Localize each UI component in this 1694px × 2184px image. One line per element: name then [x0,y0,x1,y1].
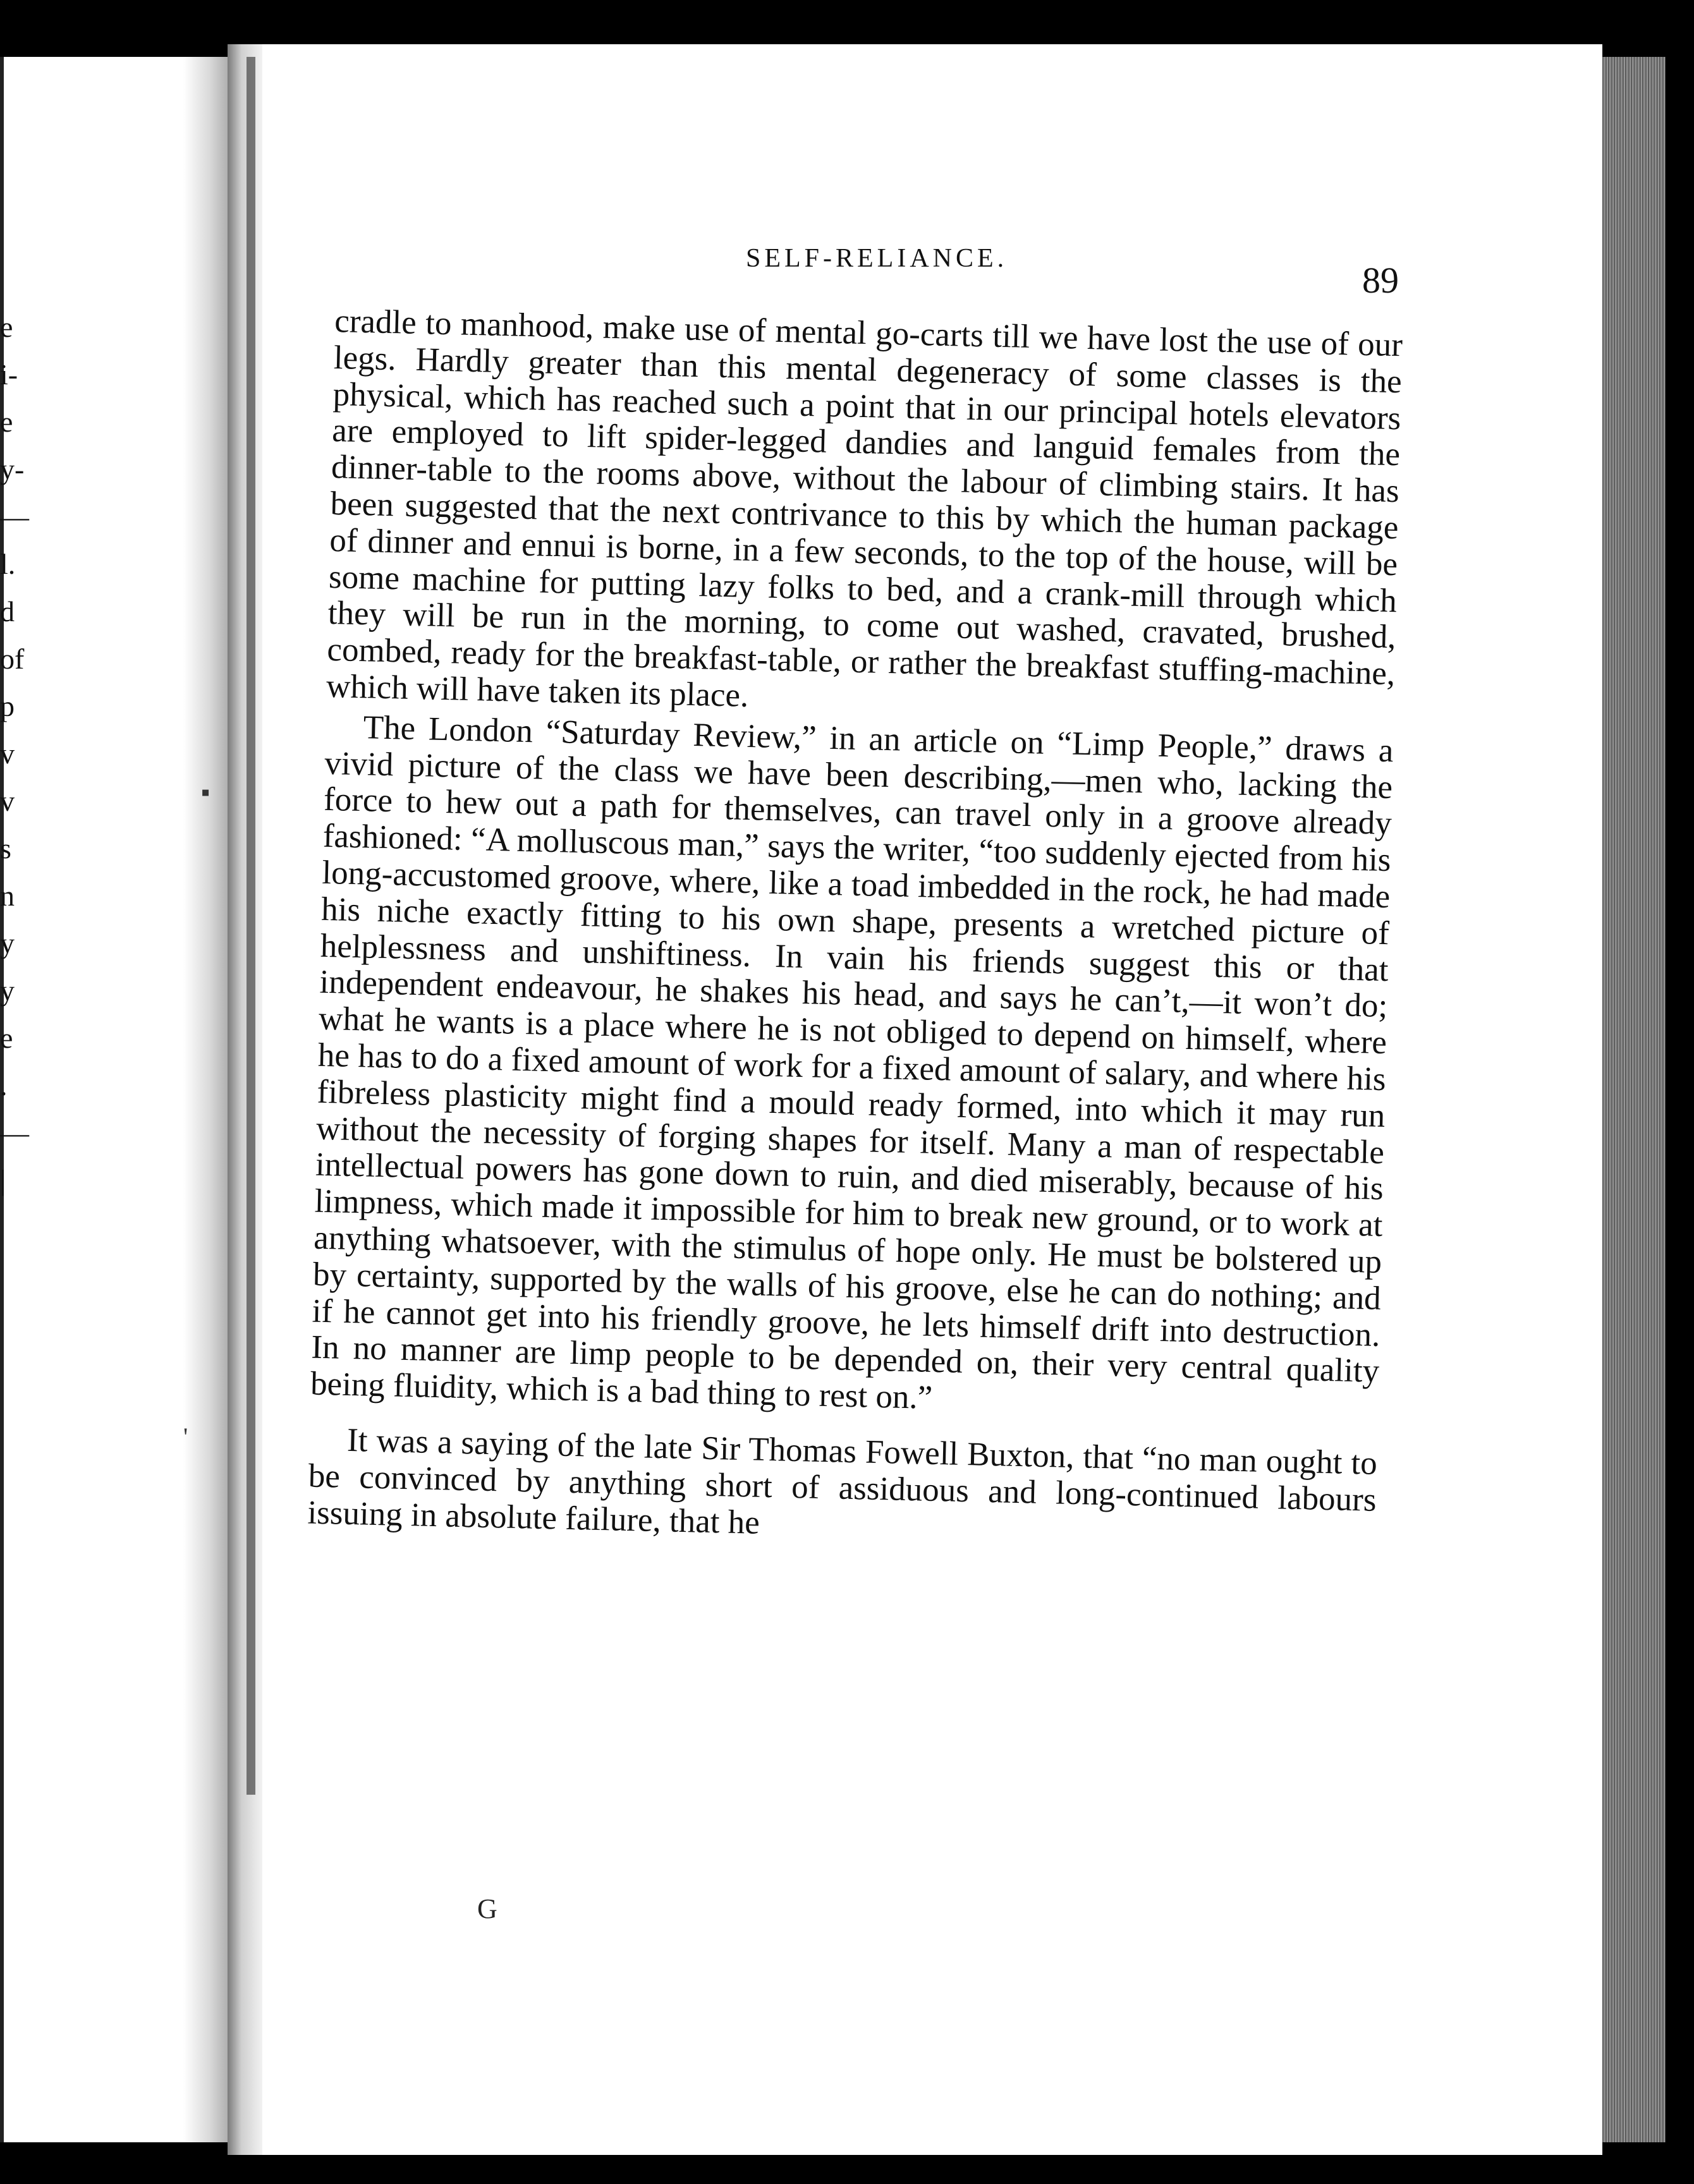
left-margin-char: v [0,737,15,770]
left-margin-char: v [0,785,15,817]
left-margin-char: e [0,1022,13,1054]
left-margin-char: of [0,643,25,675]
left-margin-char: i- [0,358,18,391]
left-margin-char: d [0,595,15,628]
left-margin-char: l. [0,548,16,580]
paragraph-continuation: cradle to manhood, make use of mental go-carts till we have lost the use of our legs. Hardly greater than this mental degeneracy of some classes is the physical, which has reached such a point that in our principal hotels elevators are employed to lift spider-legged dandies and languid females from the dinner-table to the rooms above, without the labour of climbing stairs. It has been suggested that the next contrivance to this by which the human package of dinner and ennui is borne, in a few seconds, to the top of the house, will be some machine for putting lazy folks to bed, and a crank-mill through which they will be run in the morning, to come out washed, cravated, brushed, combed, ready for the breakfast-table, or rather the breakfast stuffing-machine, which will have taken its place. [326,303,1403,714]
gutter-shadow-line [247,57,255,1795]
left-margin-char: y [0,927,15,959]
left-page-shadow [183,57,228,2142]
left-margin-char: e [0,311,13,343]
page-number: 89 [1362,260,1399,301]
left-margin-char: — [0,1117,29,1149]
left-margin-char: y- [0,453,25,485]
margin-speck: ' [183,1423,188,1451]
paragraph-buxton: It was a saying of the late Sir Thomas Fowell Buxton, that “no man ought to be convinced by anything short of assiduous and long-continued labours issuing in absolute failure, that he [307,1421,1378,1541]
left-page-margin-text [0,303,32,1204]
margin-speck: ▪ [201,778,210,806]
left-page-fragment [0,57,228,2142]
running-title: SELF-RELIANCE. [746,244,1008,273]
paragraph-limp-people: The London “Saturday Review,” in an article on “Limp People,” draws a vivid picture of the class we have been describing,—men who, lacking the force to hew out a path for themselves, can travel only in a groove already fashioned: “A molluscous man,” says the writer, “too suddenly ejected from his long-accustomed groove, where, like a toad imbedded in the rock, he had made his niche exactly fitting to his own shape, presents a wretched picture of helplessness and unshiftiness. In vain his friends suggest this or that independent endeavour, he shakes his head, and says he can’t,—it won’t do; what he wants is a place where he is not obliged to depend on himself, where he has to do a fixed amount of work for a fixed amount of salary, and where his fibreless plasticity might find a mould ready formed, into which it may run without the necessity of forging shapes for itself. Many a man of respectable intellectual powers has gone down to ruin, and died miserably, because of his limpness, which made it impossible for him to break new ground, or to work at anything whatsoever, with the stimulus of hope only. He must be bolstered up by certainty, supported by the walls of his groove, else he can do nothing; and if he cannot get into his friendly groove, he lets himself drift into destruction. In no manner are limp people to be depended on, their very central quality being fluidity, which is a bad thing to rest on.” [310,708,1394,1416]
body-text [307,303,1403,1555]
left-margin-char: . [0,1069,8,1101]
left-margin-char: n [0,880,15,912]
left-margin-char: — [0,500,29,533]
left-margin-char: | [0,1164,6,1196]
left-margin-char: s [0,832,11,864]
signature-mark: G [477,1893,497,1924]
left-margin-char: p [0,690,15,722]
left-margin-char: y [0,974,15,1007]
book-page-edges [1602,57,1666,2142]
book-gutter [228,44,262,2155]
left-margin-char: e [0,406,13,438]
